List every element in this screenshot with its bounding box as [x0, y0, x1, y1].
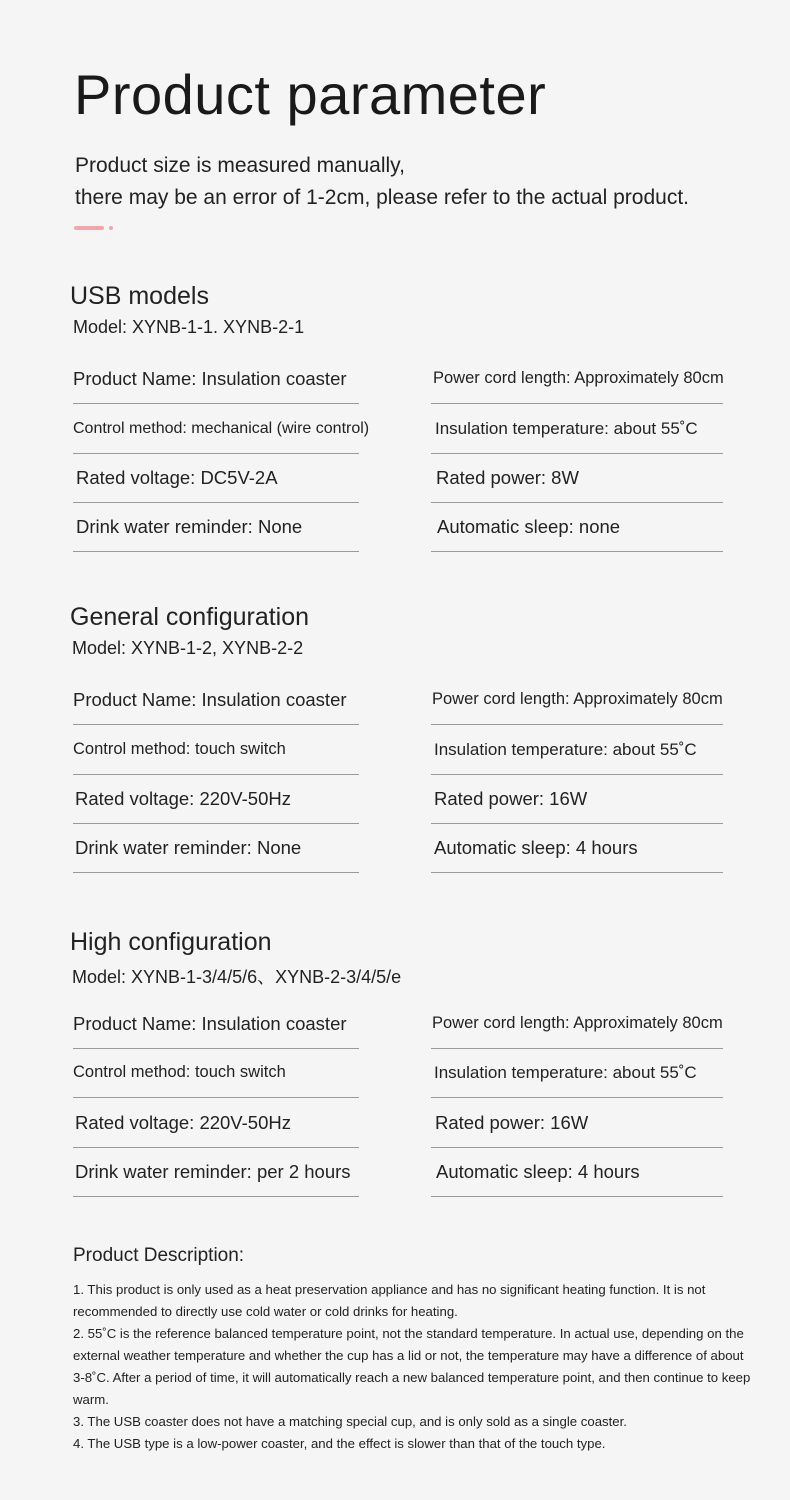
spec-rated-power: Rated power: 16W [431, 774, 723, 824]
spec-drink-water-reminder: Drink water reminder: None [73, 502, 359, 552]
description-item: 1. This product is only used as a heat preservation appliance and has no significant heating function. It is not recommended to directly use cold water or cold drinks for heating. [73, 1282, 706, 1319]
description-item: 2. 55˚C is the reference balanced temperature point, not the standard temperature. In actual use, depending on the external weather temperature and whether the cup has a lid or not, the temperature may have a difference of about 3-8˚C. After a period of time, it will automatically reach a new balanced temperature point, and then continue to keep warm. [73, 1326, 751, 1407]
spec-rated-power: Rated power: 8W [431, 453, 723, 503]
spec-drink-water-reminder: Drink water reminder: None [73, 823, 359, 873]
spec-power-cord-length: Power cord length: Approximately 80cm [431, 354, 723, 404]
section-model: Model: XYNB-1-1. XYNB-2-1 [73, 317, 305, 337]
spec-insulation-temperature: Insulation temperature: about 55˚C [431, 1048, 723, 1098]
size-note-line-1: Product size is measured manually, [75, 154, 405, 177]
section-title: General configuration [70, 603, 310, 631]
spec-rated-voltage: Rated voltage: 220V-50Hz [73, 774, 359, 824]
section-title: High configuration [70, 928, 272, 956]
description-item: 3. The USB coaster does not have a matching special cup, and is only sold as a single coaster. [73, 1414, 627, 1429]
spec-automatic-sleep: Automatic sleep: none [431, 502, 723, 552]
spec-power-cord-length: Power cord length: Approximately 80cm [431, 675, 723, 725]
page-title: Product parameter [74, 63, 547, 126]
section-model: Model: XYNB-1-2, XYNB-2-2 [72, 638, 304, 658]
description-list [73, 1279, 757, 1455]
accent-divider-line [74, 226, 104, 230]
spec-product-name: Product Name: Insulation coaster [73, 675, 359, 725]
spec-control-method: Control method: touch switch [73, 725, 359, 775]
size-note-line-2: there may be an error of 1-2cm, please refer to the actual product. [75, 186, 689, 209]
spec-automatic-sleep: Automatic sleep: 4 hours [431, 823, 723, 873]
description-title: Product Description: [73, 1245, 245, 1266]
section-model: Model: XYNB-1-3/4/5/6、XYNB-2-3/4/5/e [72, 967, 402, 987]
spec-insulation-temperature: Insulation temperature: about 55˚C [431, 725, 723, 775]
spec-drink-water-reminder: Drink water reminder: per 2 hours [73, 1147, 359, 1197]
spec-insulation-temperature: Insulation temperature: about 55˚C [431, 404, 723, 454]
section-title: USB models [70, 282, 209, 310]
spec-rated-voltage: Rated voltage: DC5V-2A [73, 453, 359, 503]
spec-rated-power: Rated power: 16W [431, 1098, 723, 1148]
spec-power-cord-length: Power cord length: Approximately 80cm [431, 999, 723, 1049]
size-note [75, 150, 775, 214]
spec-product-name: Product Name: Insulation coaster [73, 999, 359, 1049]
spec-rated-voltage: Rated voltage: 220V-50Hz [73, 1098, 359, 1148]
spec-automatic-sleep: Automatic sleep: 4 hours [431, 1147, 723, 1197]
spec-control-method: Control method: mechanical (wire control) [73, 404, 359, 454]
spec-product-name: Product Name: Insulation coaster [73, 354, 359, 404]
description-item: 4. The USB type is a low-power coaster, and the effect is slower than that of the touch type. [73, 1436, 606, 1451]
spec-control-method: Control method: touch switch [73, 1048, 359, 1098]
accent-divider-dot [109, 226, 113, 230]
